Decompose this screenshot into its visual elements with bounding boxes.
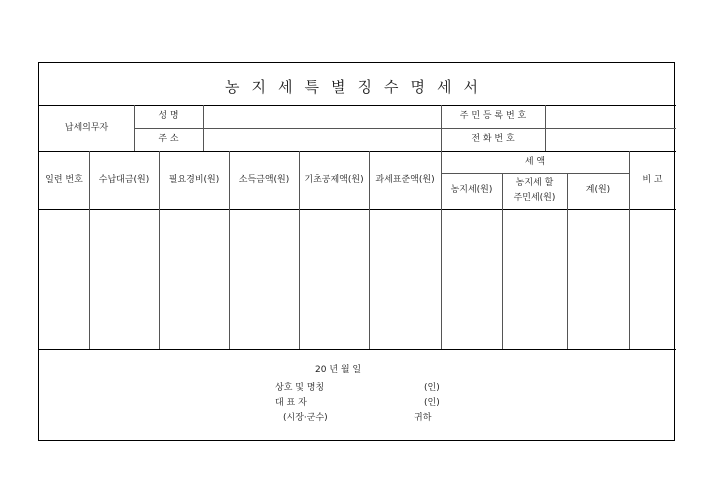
col-divider-6 [441, 151, 442, 349]
col-income-amount: 수납대금(원) [98, 175, 150, 185]
payer-row-divider [134, 128, 676, 129]
footer-date: 20 년 월 일 [315, 365, 362, 375]
representative-label: 대 표 자 [275, 398, 307, 408]
col-serial: 일련 번호 [45, 175, 83, 185]
col-remarks: 비 고 [642, 175, 663, 185]
resident-no-label: 주 민 등 록 번 호 [459, 111, 527, 121]
payer-bottom-divider [39, 151, 676, 152]
recipient-label: (시장·군수) [283, 413, 328, 423]
form-title: 농지세특별징수명세서 [225, 78, 490, 96]
col-farm-tax: 농지세(원) [450, 185, 493, 195]
col-necessary-expense: 필요경비(원) [168, 175, 220, 185]
address-label: 주 소 [158, 134, 179, 144]
tax-group-divider [441, 173, 629, 174]
col-combined-line1: 농지세 할 [515, 178, 554, 188]
col-basic-deduction: 기초공제액(원) [304, 175, 364, 185]
recipient-suffix: 귀하 [414, 413, 432, 423]
phone-label: 전 화 번 호 [471, 134, 515, 144]
col-tax-base: 과세표준액(원) [375, 175, 435, 185]
col-total: 계(원) [585, 185, 611, 195]
representative-seal: (인) [424, 398, 440, 408]
tax-form [38, 62, 675, 441]
payer-field-divider [203, 105, 204, 151]
company-seal: (인) [424, 383, 440, 393]
payer-right-divider [545, 105, 546, 151]
col-combined-line2: 주민세(원) [513, 193, 556, 203]
header-bottom-divider [39, 209, 676, 210]
company-label: 상호 및 명칭 [275, 383, 325, 393]
body-bottom-divider [39, 349, 676, 350]
col-divider-8 [567, 173, 568, 349]
col-tax-group: 세 액 [524, 157, 546, 167]
name-label: 성 명 [158, 111, 179, 121]
col-income: 소득금액(원) [238, 175, 290, 185]
payer-label: 납세의무자 [64, 123, 109, 133]
